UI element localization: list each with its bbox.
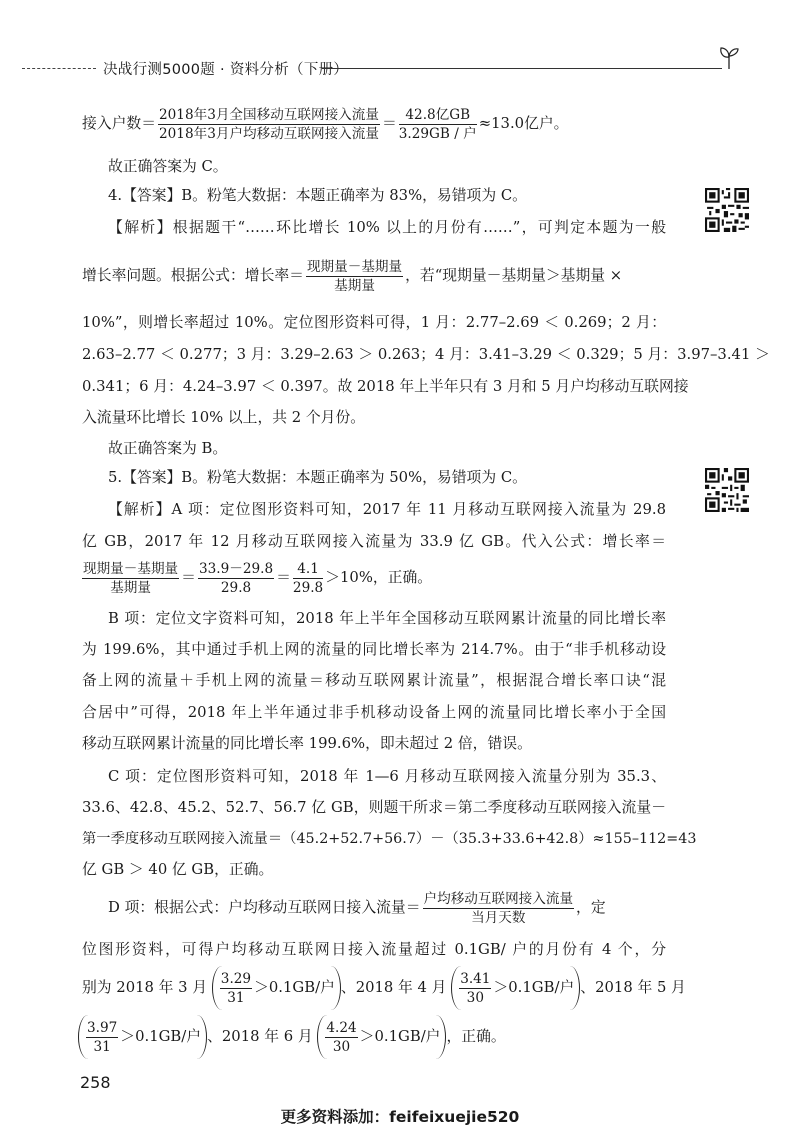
fraction (158, 107, 380, 142)
denominator: 2018年3月户均移动互联网接入流量 (159, 125, 379, 142)
formula-lhs: 接入户数＝ (82, 115, 156, 132)
fraction (82, 561, 179, 596)
fraction (86, 1020, 118, 1055)
body-line: 2.63–2.77 ＜ 0.277；3 月：3.29–2.63 ＞ 0.263；4 月：3.41–3.29 ＜ 0.329；5 月：3.97–3.41 ＞ (82, 346, 770, 363)
body-line: 备上网的流量＋手机上网的流量＝移动互联网累计流量”，根据混合增长率口诀“混 (82, 672, 666, 689)
qr-code-icon[interactable] (705, 188, 749, 232)
text: ＞0.1GB/户 (359, 1028, 441, 1045)
inequality (451, 966, 580, 1010)
denominator: 基期量 (334, 277, 375, 294)
body-line: 33.6、42.8、45.2、52.7、56.7 亿 GB，则题干所求＝第二季度移动互联网接入流量－ (82, 799, 666, 816)
fraction (306, 259, 403, 294)
numerator: 3.29 (220, 970, 252, 987)
text: ，若“现期量－基期量＞基期量 × (405, 267, 623, 284)
numerator: 现期量－基期量 (83, 560, 179, 577)
q4-analysis: 【解析】根据题干“……环比增长 10% 以上的月份有……”，可判定本题为一般 (108, 219, 666, 236)
body-line: 亿 GB，2017 年 12 月移动互联网接入流量为 33.9 亿 GB。代入公式：增长率＝ (82, 533, 666, 550)
option-d (108, 888, 708, 928)
text: ＞0.1GB/户 (493, 979, 575, 996)
answer-line: 故正确答案为 C。 (108, 158, 228, 175)
body-line: 合居中”可得，2018 年上半年通过非手机移动设备上网的流量同比增长率小于全国 (82, 704, 666, 721)
denominator: 30 (466, 989, 484, 1006)
answer-line: 故正确答案为 B。 (108, 440, 228, 457)
qr-code-icon[interactable] (705, 468, 749, 512)
denominator: 基期量 (110, 579, 151, 596)
option-b: B 项：定位文字资料可知，2018 年上半年全国移动互联网累计流量的同比增长率 (108, 610, 666, 627)
footer-note: 更多资料添加：feifeixuejie520 (280, 1108, 520, 1126)
denominator: 29.8 (292, 579, 324, 596)
book-title: 决战行测5000题 · 资料分析（下册） (100, 58, 351, 79)
months-line (82, 1015, 682, 1059)
fraction (399, 107, 477, 142)
equals: ＝ (276, 569, 291, 586)
denominator: 29.8 (220, 579, 252, 596)
text: ＞0.1GB/户 (120, 1028, 202, 1045)
formula-rhs: ≈13.0亿户。 (478, 115, 569, 132)
fraction (293, 561, 323, 596)
fraction (459, 971, 491, 1006)
numerator: 42.8亿GB (399, 107, 477, 125)
q5-analysis: 【解析】A 项：定位图形资料可知，2017 年 11 月移动互联网接入流量为 29.8 (108, 501, 666, 518)
numerator: 4.1 (293, 561, 323, 579)
header-dash (22, 68, 96, 69)
growth-calc-line (82, 558, 682, 598)
fraction (423, 891, 575, 926)
body-line: 位图形资料，可得户均移动互联网日接入流量超过 0.1GB/ 户的月份有 4 个，分 (82, 941, 666, 958)
body-line: 第一季度移动互联网接入流量＝（45.2+52.7+56.7）－（35.3+33.6+42.8）≈155–112=43 (82, 831, 697, 847)
months-line (82, 966, 686, 1010)
q4-answer: 4.【答案】B。粉笔大数据：本题正确率为 83%，易错项为 C。 (108, 187, 527, 204)
text: 、2018 年 5 月 (580, 979, 686, 996)
body-line: 0.341；6 月：4.24–3.97 ＜ 0.397。故 2018 年上半年只有 3 月和 5 月户均移动互联网接 (82, 378, 689, 395)
numerator: 2018年3月全国移动互联网接入流量 (159, 106, 379, 123)
denominator: 31 (227, 989, 245, 1006)
text: ＞0.1GB/户 (254, 979, 335, 996)
numerator: 3.41 (460, 970, 491, 987)
numerator: 4.24 (326, 1019, 357, 1036)
text: 、2018 年 6 月 (207, 1028, 313, 1045)
numerator: 户均移动互联网接入流量 (423, 890, 574, 907)
growth-formula-line (82, 256, 682, 296)
fraction (325, 1020, 357, 1055)
equals: ＝ (381, 115, 397, 132)
body-line: 入流量环比增长 10% 以上，共 2 个月份。 (82, 409, 366, 426)
denominator: 当月天数 (471, 909, 526, 926)
text: ＞10%，正确。 (325, 569, 433, 586)
sprout-icon (718, 46, 740, 70)
denominator: 30 (332, 1038, 351, 1055)
numerator: 33.9－29.8 (198, 560, 274, 577)
header-rule (322, 68, 722, 69)
text: D 项：根据公式：户均移动互联网日接入流量＝ (108, 899, 421, 916)
denominator: 3.29GB / 户 (398, 125, 477, 142)
denominator: 31 (93, 1038, 111, 1055)
body-line: 移动互联网累计流量的同比增长率 199.6%，即未超过 2 倍，错误。 (82, 735, 532, 752)
body-line: 亿 GB ＞ 40 亿 GB，正确。 (82, 861, 274, 878)
text: 增长率问题。根据公式：增长率＝ (82, 267, 304, 284)
inequality (78, 1015, 207, 1059)
households-formula (82, 104, 682, 144)
text: 别为 2018 年 3 月 (82, 979, 208, 996)
text: 、2018 年 4 月 (340, 979, 447, 996)
running-header (22, 58, 740, 78)
numerator: 现期量－基期量 (306, 258, 403, 275)
option-c: C 项：定位图形资料可知，2018 年 1—6 月移动互联网接入流量分别为 35.3、 (108, 768, 666, 785)
fraction (198, 561, 274, 596)
equals: ＝ (181, 569, 196, 586)
q5-answer: 5.【答案】B。粉笔大数据：本题正确率为 50%，易错项为 C。 (108, 469, 527, 486)
fraction (220, 971, 252, 1006)
body-line: 为 199.6%，其中通过手机上网的流量的同比增长率为 214.7%。由于“非手机移动设 (82, 641, 666, 658)
inequality (212, 966, 341, 1010)
inequality (317, 1015, 446, 1059)
page-number: 258 (80, 1073, 111, 1092)
body-line: 10%”，则增长率超过 10%。定位图形资料可得，1 月：2.77–2.69 ＜ 0.269；2 月： (82, 314, 666, 331)
numerator: 3.97 (87, 1019, 118, 1036)
text: ，正确。 (446, 1028, 506, 1045)
text: ，定 (576, 899, 606, 916)
